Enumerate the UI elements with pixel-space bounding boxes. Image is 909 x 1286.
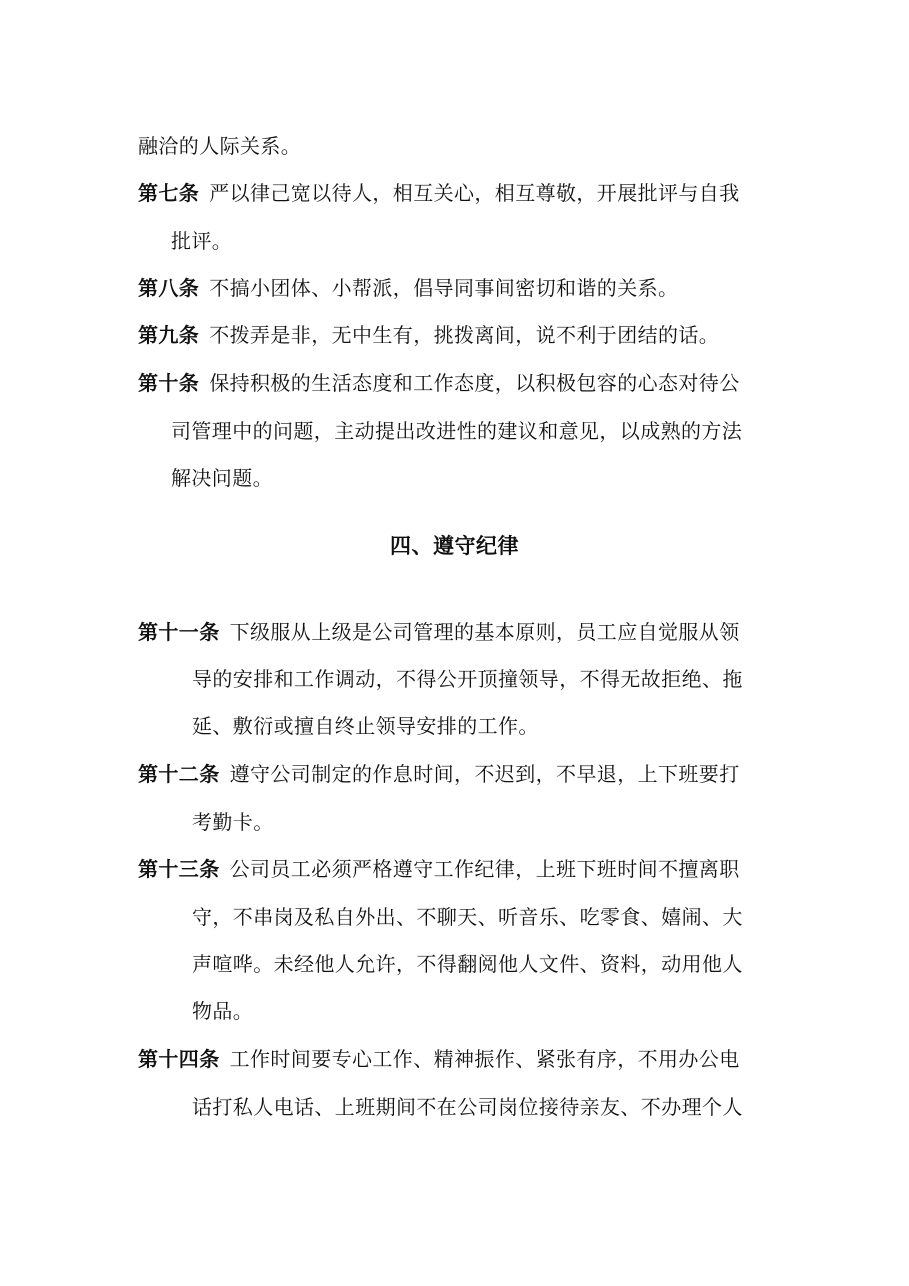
article-13-label: 第十三条 [138,857,220,881]
article-12-text: 考勤卡。 [192,810,274,834]
article-14-label: 第十四条 [138,1047,220,1071]
article-8-label: 第八条 [138,276,200,300]
article-11-line-2 [192,666,743,692]
article-11-label: 第十一条 [138,620,220,644]
article-14-text: 工作时间要专心工作、精神振作、紧张有序，不用办公电 [229,1047,740,1071]
section-heading: 四、遵守纪律 [390,533,519,558]
article-9-text: 不拨弄是非，无中生有，挑拨离间，说不利于团结的话。 [209,323,720,347]
article-13-text: 声喧哗。未经他人允许，不得翻阅他人文件、资料，动用他人 [192,952,743,976]
article-9-line-1 [138,322,719,348]
article-13-line-4 [192,998,253,1024]
article-11-text: 延、敷衍或擅自终止领导安排的工作。 [192,714,539,738]
paragraph-text: 融洽的人际关系。 [138,134,302,158]
article-7-text: 严以律己宽以待人，相互关心，相互尊敬，开展批评与自我 [209,181,740,205]
article-10-text: 保持积极的生活态度和工作态度，以积极包容的心态对待公 [209,371,740,395]
article-7-line-1 [138,180,740,206]
article-7-label: 第七条 [138,181,200,205]
article-11-line-1 [138,619,740,645]
article-10-line-3 [171,465,273,491]
paragraph-continuation [138,133,301,159]
article-8-text: 不搞小团体、小帮派，倡导同事间密切和谐的关系。 [209,276,679,300]
article-11-text: 导的安排和工作调动，不得公开顶撞领导，不得无故拒绝、拖 [192,667,743,691]
article-7-text: 批评。 [171,229,233,253]
article-14-line-2 [192,1094,743,1120]
article-10-line-1 [138,370,740,396]
article-13-line-1 [138,856,740,882]
article-12-line-1 [138,761,740,787]
article-7-line-2 [171,228,232,254]
article-10-text: 解决问题。 [171,466,273,490]
article-13-text: 物品。 [192,999,254,1023]
article-13-text: 公司员工必须严格遵守工作纪律，上班下班时间不擅离职 [229,857,740,881]
article-10-text: 司管理中的问题，主动提出改进性的建议和意见，以成熟的方法 [171,419,743,443]
article-12-label: 第十二条 [138,762,220,786]
article-13-line-3 [192,951,743,977]
article-12-text: 遵守公司制定的作息时间，不迟到，不早退，上下班要打 [229,762,740,786]
article-10-line-2 [171,418,742,444]
article-14-text: 话打私人电话、上班期间不在公司岗位接待亲友、不办理个人 [192,1095,743,1119]
article-9-label: 第九条 [138,323,200,347]
article-10-label: 第十条 [138,371,200,395]
article-11-text: 下级服从上级是公司管理的基本原则，员工应自觉服从领 [229,620,740,644]
article-14-line-1 [138,1046,740,1072]
article-11-line-3 [192,713,539,739]
article-8-line-1 [138,275,678,301]
article-13-line-2 [192,904,743,930]
article-13-text: 守，不串岗及私自外出、不聊天、听音乐、吃零食、嬉闹、大 [192,905,743,929]
article-12-line-2 [192,809,274,835]
